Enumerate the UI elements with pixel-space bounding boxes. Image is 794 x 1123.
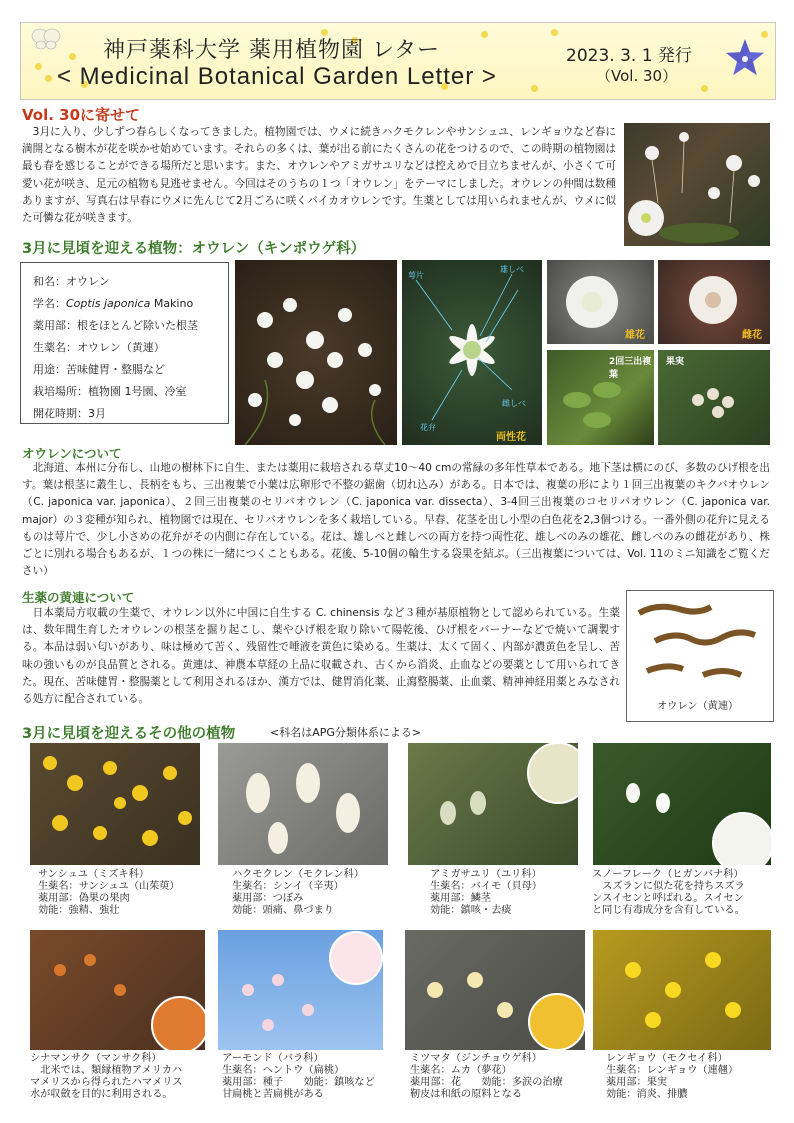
almond-photo (218, 930, 383, 1050)
info-medicinal-part: 薬用部：根をほとんど除いた根茎 (33, 319, 198, 332)
male-flower-label: 雄花 (625, 330, 645, 341)
plant-caption-5: シナマンサク（マンサク科） 北米では、類縁植物アメリカハ マメリスから得られたハマメリス 水が収斂を目的に利用される。 (30, 1053, 183, 1100)
huanglian-rhizome-illustration (627, 591, 773, 696)
crude-drug-heading: 生薬の黄連について (22, 590, 135, 605)
ouren-cluster-photo (235, 260, 397, 445)
female-flower-label: 雌花 (742, 330, 762, 341)
bisexual-flower-label: 両性花 (496, 432, 526, 443)
others-note: <科名はAPG分類体系による> (270, 726, 422, 739)
amigasayuri-photo (408, 743, 578, 865)
mitsumata-photo (405, 930, 585, 1050)
baika-ouren-photo (624, 123, 770, 246)
plant-caption-4: スノーフレーク（ヒガンバナ科） スズランに似た花を持ちスズラ ンスイセンと呼ばれる。スイセン と同じ有毒成分を含有している。 (592, 869, 745, 916)
plant-caption-7: ミツマタ（ジンチョウゲ科） 生薬名：ムカ（夢花） 薬用部：花 効能：多涙の治療 靭皮は和紙の原料となる (410, 1053, 563, 1100)
snowflake-photo (593, 743, 771, 865)
others-heading: 3月に見頃を迎えるその他の植物 (22, 726, 236, 742)
plant-caption-8: レンギョウ（モクセイ科） 生薬名：レンギョウ（連翹） 薬用部：果実 効能：消炎、排膿 (606, 1053, 739, 1100)
info-crude-drug-name: 生薬名：オウレン（黄連） (33, 341, 165, 354)
intro-heading: Vol. 30に寄せて (22, 106, 141, 124)
sanshuyu-photo (30, 743, 200, 865)
crude-drug-paragraph: 日本薬局方収載の生薬で、オウレン以外に中国に自生する C. chinensis など３種が基原植物として認められている。生薬は、数年間生育したオウレンの根茎を掘り起こし、葉やひげ根を取り除いて陽乾後、ひげ根をバーナーなどで焼いて調製する。本品は弱い匂いがあり、味は極めて苦く、残留性で唾液を黄色に染める。生薬は、太くて固く、内部が濃黄色を呈し、苦味の強いものが良品質とされる。黄連は、神農本草経の上品に収載され、古くから消炎、止血などの要薬として用いられてきた。現在、苦味健胃・整腸薬として利用されるほか、漢方では、健胃消化薬、止瀉整腸薬、止血薬、精神神経用薬とみなされる処方に配合されている。 (22, 607, 620, 706)
balloon-flower-icon (721, 35, 769, 83)
info-japanese-name: 和名：オウレン (33, 275, 110, 288)
huanglian-caption: オウレン（黄連） (657, 701, 739, 712)
ouren-flower-closeup (402, 260, 542, 445)
plant-info-box (20, 262, 229, 424)
pistil-label: 雌しべ (502, 399, 526, 408)
stamen-label: 雄しべ (500, 265, 524, 274)
newsletter-title-ja: 神戸薬科大学 薬用植物園 レター (103, 38, 441, 63)
issue-volume: （Vol. 30） (596, 67, 678, 85)
info-flowering-period: 開花時期：3月 (33, 407, 106, 420)
compound-leaf-photo (547, 350, 654, 445)
petal-label: 花弁 (420, 423, 436, 432)
about-heading: オウレンについて (22, 446, 122, 461)
female-flower-photo (658, 260, 770, 344)
issue-date: 2023. 3. 1 発行 (566, 46, 692, 66)
sepal-label: 萼片 (408, 271, 424, 280)
leaf-label: 2回三出複葉 (609, 357, 652, 380)
info-cultivation-place: 栽培場所：植物園 1号園、冷室 (33, 385, 187, 398)
plant-caption-2: ハクモクレン（モクレン科） 生薬名：シンイ（辛夷） 薬用部：つぼみ 効能：頭痛、鼻づまり (232, 869, 364, 916)
male-flower-photo (547, 260, 654, 344)
about-paragraph: 北海道、本州に分布し、山地の樹林下に自生、または薬用に栽培される草丈10～40 cmの常緑の多年性草本である。地下茎は横にのび、多数のひげ根を出す。葉は根茎に叢生し、長柄をもち、三出複葉で小葉は広卵形で不整の鋸歯（切れ込み）がある。日本では、複葉の形により１回三出複葉のキクバオウレン（C. japonica var. japonica）、２回三出複葉のセリバオウレン（C. japonica var. dissecta）、3-4回三出複葉のコセリバオウレン（C. japonica var. major）の３変種が知られ、植物園では現在、セリバオウレンを多く栽培している。早春、花茎を出し小型の白色花を2,3個つける。一番外側の花弁に見えるものは萼片で、少し小さめの花弁がその内側に存在している。花は、雄しべと雌しべの両方を持つ両性花、雄しべのみの雄花、雌しべのみの雌花があり、株ごとに別れる場合もあるが、１つの株に一緒につくこともある。花後、5-10個の輪生する袋果を結ぶ。（三出複葉については、Vol. 11のミニ知識をご覧ください） (22, 462, 770, 578)
plant-caption-1: サンシュユ（ミズキ科） 生薬名：サンシュユ（山茱萸） 薬用部：偽果の果肉 効能：強精、強壮 (38, 869, 180, 916)
info-use: 用途：苦味健胃・整腸など (33, 363, 165, 376)
shinamansaku-photo (30, 930, 205, 1050)
rengyo-photo (593, 930, 771, 1050)
butterfly-icon (31, 27, 61, 51)
intro-paragraph: 3月に入り、少しずつ春らしくなってきました。植物園では、ウメに続きハクモクレンやサンシュユ、レンギョウなど春に満開となる樹木が花を咲かせ始めています。それらの多くは、葉が出る前にたくさんの花をつけるので、この時期の植物園は最も春を感じることができる場所だと思います。また、オウレンやアミガサユリなどは控えめで目立ちませんが、小さくて可愛い花が咲き、足元の植物も見逃せません。今回はそのうちの１つ「オウレン」をテーマにしました。オウレンの仲間は数種ありますが、写真右は早春にウメに先んじて2月ごろに咲くバイカオウレンです。生薬としては用いられませんが、ウメに似た可憐な花が咲きます。 (22, 126, 616, 225)
header-banner (20, 22, 776, 100)
feature-heading: 3月に見頃を迎える植物：オウレン（キンポウゲ科） (22, 241, 366, 257)
fruit-photo (658, 350, 770, 445)
fruit-label: 果実 (666, 357, 685, 367)
huanglian-photo-box (626, 590, 774, 722)
plant-caption-3: アミガサユリ（ユリ科） 生薬名：バイモ（貝母） 薬用部：鱗茎 効能：鎮咳・去痰 (430, 869, 543, 916)
plant-caption-6: アーモンド（バラ科） 生薬名：ヘントウ（扁桃） 薬用部：種子 効能：鎮咳など 甘扁桃と苦扁桃がある (222, 1053, 375, 1100)
newsletter-title-en: < Medicinal Botanical Garden Letter > (57, 63, 497, 90)
hakumokuren-photo (218, 743, 388, 865)
info-scientific-name: 学名：Coptis japonica Makino (33, 297, 194, 310)
